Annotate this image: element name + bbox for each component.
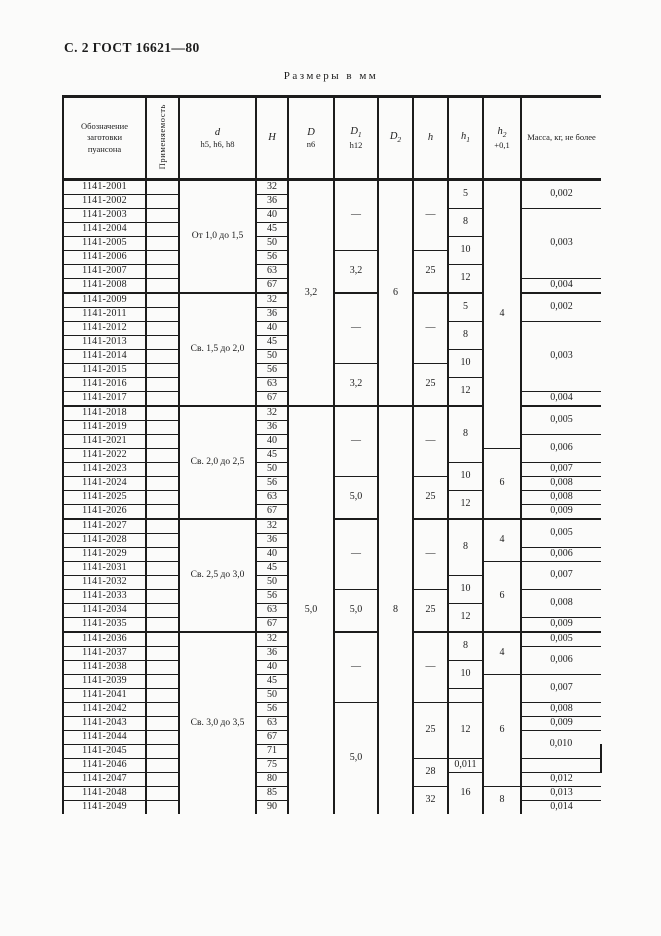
cell-H: 36 [256, 647, 288, 661]
header-h2 [483, 97, 521, 180]
cell-h1: 5 [448, 293, 483, 322]
cell-H: 36 [256, 534, 288, 548]
cell-H: 32 [256, 293, 288, 308]
cell-H: 32 [256, 632, 288, 647]
applicability-cell [146, 477, 179, 491]
cell-D1: 3,2 [334, 251, 378, 294]
cell-h2: 6 [483, 449, 521, 520]
cell-h: 32 [413, 787, 448, 815]
designation-cell: 1141-2008 [63, 279, 146, 294]
cell-m: 0,009 [521, 717, 601, 731]
applicability-cell [146, 392, 179, 407]
applicability-cell [146, 505, 179, 520]
cell-h2: 8 [483, 787, 521, 815]
cell-H: 45 [256, 675, 288, 689]
applicability-cell [146, 689, 179, 703]
cell-H: 63 [256, 491, 288, 505]
cell-H: 63 [256, 265, 288, 279]
cell-m: 0,008 [521, 491, 601, 505]
header-symbol: $h_1$ [461, 131, 470, 145]
cell-h1: 8 [448, 406, 483, 463]
cell-H: 56 [256, 477, 288, 491]
cell-H: 85 [256, 787, 288, 801]
cell-m: 0,007 [521, 463, 601, 477]
cell-H: 40 [256, 548, 288, 562]
applicability-cell [146, 308, 179, 322]
designation-cell: 1141-2048 [63, 787, 146, 801]
d-range-cell: Св. 3,0 до 3,5 [179, 632, 256, 814]
cell-m: 0,004 [521, 392, 601, 407]
cell-H: 45 [256, 223, 288, 237]
applicability-cell [146, 675, 179, 689]
applicability-cell [146, 661, 179, 675]
cell-D1: 5,0 [334, 703, 378, 815]
cell-m: 0,009 [521, 618, 601, 633]
cell-h: 25 [413, 703, 448, 759]
cell-m: 0,014 [521, 801, 601, 815]
cell-H: 36 [256, 421, 288, 435]
cell-m: 0,013 [521, 787, 601, 801]
cell-H: 80 [256, 773, 288, 787]
applicability-cell [146, 463, 179, 477]
cell-h1: 5 [448, 180, 483, 209]
cell-H: 50 [256, 350, 288, 364]
cell-h1: 10 [448, 463, 483, 491]
applicability-cell [146, 406, 179, 421]
designation-cell: 1141-2029 [63, 548, 146, 562]
designation-cell: 1141-2004 [63, 223, 146, 237]
applicability-cell [146, 293, 179, 308]
cell-H: 36 [256, 308, 288, 322]
dimensions-table [62, 95, 602, 814]
cell-D: 5,0 [288, 406, 334, 814]
cell-h: — [413, 632, 448, 703]
designation-cell: 1141-2019 [63, 421, 146, 435]
applicability-cell [146, 632, 179, 647]
applicability-cell [146, 364, 179, 378]
applicability-cell [146, 519, 179, 534]
designation-cell: 1141-2013 [63, 336, 146, 350]
cell-H: 50 [256, 576, 288, 590]
cell-h2: 6 [483, 562, 521, 633]
designation-cell: 1141-2035 [63, 618, 146, 633]
designation-cell: 1141-2046 [63, 759, 146, 773]
cell-H: 32 [256, 406, 288, 421]
designation-cell: 1141-2047 [63, 773, 146, 787]
designation-cell: 1141-2026 [63, 505, 146, 520]
designation-cell: 1141-2011 [63, 308, 146, 322]
designation-cell: 1141-2005 [63, 237, 146, 251]
applicability-cell [146, 336, 179, 350]
cell-m: 0,007 [521, 675, 601, 703]
header-D [288, 97, 334, 180]
designation-cell: 1141-2032 [63, 576, 146, 590]
size-note-label: Размеры в мм [283, 70, 379, 82]
applicability-cell [146, 180, 179, 195]
designation-cell: 1141-2015 [63, 364, 146, 378]
applicability-cell [146, 534, 179, 548]
header-D1 [334, 97, 378, 180]
cell-m: 0,006 [521, 647, 601, 675]
cell-m: 0,005 [521, 632, 601, 647]
cell-H: 56 [256, 364, 288, 378]
applicability-cell [146, 421, 179, 435]
header-tolerance: n6 [306, 138, 316, 149]
cell-m: 0,006 [521, 435, 601, 463]
header-symbol: $h_2$ [497, 126, 507, 140]
cell-H: 67 [256, 505, 288, 520]
cell-D1: 3,2 [334, 364, 378, 407]
applicability-cell [146, 491, 179, 505]
cell-h2: 4 [483, 519, 521, 562]
applicability-cell [146, 745, 179, 759]
designation-cell: 1141-2025 [63, 491, 146, 505]
cell-D1: — [334, 406, 378, 477]
applicability-cell [146, 223, 179, 237]
cell-h: — [413, 293, 448, 364]
header-symbol: h [427, 132, 434, 144]
cell-m: 0,012 [521, 773, 601, 787]
designation-cell: 1141-2033 [63, 590, 146, 604]
designation-cell: 1141-2003 [63, 209, 146, 223]
cell-H: 75 [256, 759, 288, 773]
header-vertical-label: Применяемость [156, 103, 167, 169]
header-tolerance: h5, h6, h8 [200, 138, 235, 149]
designation-cell: 1141-2043 [63, 717, 146, 731]
header-designation: Обозначение заготовки пуансона [63, 97, 146, 180]
cell-h1: 10 [448, 350, 483, 378]
cell-m: 0,002 [521, 293, 601, 322]
cell-h1: 8 [448, 632, 483, 661]
designation-cell: 1141-2014 [63, 350, 146, 364]
designation-cell: 1141-2006 [63, 251, 146, 265]
applicability-cell [146, 759, 179, 773]
header-symbol: $D_2$ [389, 131, 402, 145]
applicability-cell [146, 251, 179, 265]
page-title: С. 2 ГОСТ 16621—80 [64, 40, 200, 55]
cell-m: 0,005 [521, 406, 601, 435]
applicability-cell [146, 703, 179, 717]
designation-cell: 1141-2027 [63, 519, 146, 534]
cell-h1: 10 [448, 237, 483, 265]
designation-cell: 1141-2045 [63, 745, 146, 759]
cell-H: 50 [256, 689, 288, 703]
cell-h1: 12 [448, 378, 483, 407]
cell-H: 40 [256, 661, 288, 675]
applicability-cell [146, 322, 179, 336]
cell-m: 0,003 [521, 322, 601, 392]
cell-h1: 12 [448, 703, 483, 759]
cell-H: 71 [256, 745, 288, 759]
cell-H: 56 [256, 251, 288, 265]
cell-h2: 6 [483, 675, 521, 787]
designation-cell: 1141-2042 [63, 703, 146, 717]
designation-cell: 1141-2001 [63, 180, 146, 195]
cell-D2: 8 [378, 406, 413, 814]
designation-cell: 1141-2031 [63, 562, 146, 576]
applicability-cell [146, 279, 179, 294]
designation-cell: 1141-2028 [63, 534, 146, 548]
cell-H: 63 [256, 717, 288, 731]
applicability-cell [146, 350, 179, 364]
designation-cell: 1141-2041 [63, 689, 146, 703]
cell-H: 67 [256, 731, 288, 745]
d-range-cell: От 1,0 до 1,5 [179, 180, 256, 294]
applicability-cell [146, 773, 179, 787]
cell-H: 50 [256, 237, 288, 251]
cell-h1: 8 [448, 519, 483, 576]
cell-m: 0,005 [521, 519, 601, 548]
designation-cell: 1141-2002 [63, 195, 146, 209]
cell-H: 40 [256, 209, 288, 223]
designation-cell: 1141-2044 [63, 731, 146, 745]
header-H [256, 97, 288, 180]
applicability-cell [146, 435, 179, 449]
cell-D: 3,2 [288, 180, 334, 407]
designation-cell: 1141-2018 [63, 406, 146, 421]
cell-H: 45 [256, 449, 288, 463]
cell-h: 25 [413, 590, 448, 633]
header-h1 [448, 97, 483, 180]
cell-H: 40 [256, 322, 288, 336]
designation-cell: 1141-2036 [63, 632, 146, 647]
cell-D1: — [334, 632, 378, 703]
cell-m: 0,011 [448, 759, 483, 773]
designation-cell: 1141-2017 [63, 392, 146, 407]
cell-m: 0,003 [521, 209, 601, 279]
cell-m: 0,006 [521, 548, 601, 562]
applicability-cell [146, 195, 179, 209]
cell-H: 67 [256, 392, 288, 407]
cell-H: 45 [256, 336, 288, 350]
cell-h1: 16 [448, 773, 483, 815]
cell-H: 63 [256, 378, 288, 392]
applicability-cell [146, 576, 179, 590]
cell-D1: 5,0 [334, 590, 378, 633]
designation-cell: 1141-2012 [63, 322, 146, 336]
d-range-cell: Св. 2,5 до 3,0 [179, 519, 256, 632]
header-tolerance: h12 [349, 139, 363, 150]
designation-cell: 1141-2037 [63, 647, 146, 661]
cell-m: 0,002 [521, 180, 601, 209]
cell-H: 63 [256, 604, 288, 618]
header-tolerance: +0,1 [494, 139, 510, 150]
cell-h: — [413, 406, 448, 477]
cell-h: 25 [413, 477, 448, 520]
cell-H: 32 [256, 519, 288, 534]
designation-cell: 1141-2039 [63, 675, 146, 689]
header-D2 [378, 97, 413, 180]
cell-h: 28 [413, 759, 448, 787]
cell-H: 32 [256, 180, 288, 195]
designation-cell: 1141-2022 [63, 449, 146, 463]
applicability-cell [146, 801, 179, 815]
cell-D2: 6 [378, 180, 413, 407]
applicability-cell [146, 590, 179, 604]
applicability-cell [146, 265, 179, 279]
header-symbol: d [214, 127, 221, 139]
d-range-cell: Св. 2,0 до 2,5 [179, 406, 256, 519]
d-range-cell: Св. 1,5 до 2,0 [179, 293, 256, 406]
designation-cell: 1141-2049 [63, 801, 146, 815]
cell-H: 40 [256, 435, 288, 449]
cell-H: 36 [256, 195, 288, 209]
applicability-cell [146, 717, 179, 731]
cell-m: 0,008 [521, 477, 601, 491]
designation-cell: 1141-2016 [63, 378, 146, 392]
cell-h2: 4 [483, 632, 521, 675]
cell-m: 0,007 [521, 562, 601, 590]
header-m: Масса, кг, не более [521, 97, 601, 180]
cell-h: 25 [413, 364, 448, 407]
cell-h: — [413, 180, 448, 251]
cell-m: 0,008 [521, 703, 601, 717]
designation-cell: 1141-2038 [63, 661, 146, 675]
header-d [179, 97, 256, 180]
designation-cell: 1141-2021 [63, 435, 146, 449]
cell-h1: 10 [448, 576, 483, 604]
applicability-cell [146, 604, 179, 618]
designation-cell: 1141-2024 [63, 477, 146, 491]
header-symbol: $D_1$ [350, 126, 362, 140]
applicability-cell [146, 787, 179, 801]
header-symbol: H [268, 132, 276, 144]
header-symbol: D [307, 127, 315, 139]
cell-h: 25 [413, 251, 448, 294]
cell-m: 0,008 [521, 590, 601, 618]
cell-H: 56 [256, 590, 288, 604]
applicability-cell [146, 209, 179, 223]
cell-H: 67 [256, 279, 288, 294]
cell-H: 56 [256, 703, 288, 717]
cell-H: 45 [256, 562, 288, 576]
header-applicability [146, 97, 179, 180]
cell-m: 0,009 [521, 505, 601, 520]
applicability-cell [146, 548, 179, 562]
applicability-cell [146, 449, 179, 463]
applicability-cell [146, 378, 179, 392]
cell-m: 0,010 [521, 731, 601, 759]
applicability-cell [146, 618, 179, 633]
designation-cell: 1141-2023 [63, 463, 146, 477]
applicability-cell [146, 731, 179, 745]
cell-h1: 12 [448, 491, 483, 520]
cell-h1: 12 [448, 265, 483, 294]
cell-H: 50 [256, 463, 288, 477]
applicability-cell [146, 562, 179, 576]
cell-H: 67 [256, 618, 288, 633]
cell-D1: — [334, 180, 378, 251]
designation-cell: 1141-2007 [63, 265, 146, 279]
designation-cell: 1141-2034 [63, 604, 146, 618]
cell-D1: 5,0 [334, 477, 378, 520]
applicability-cell [146, 647, 179, 661]
cell-h: — [413, 519, 448, 590]
cell-h2: 4 [483, 180, 521, 449]
cell-h1: 8 [448, 322, 483, 350]
designation-cell: 1141-2009 [63, 293, 146, 308]
header-h [413, 97, 448, 180]
cell-D1: — [334, 293, 378, 364]
cell-h1: 12 [448, 604, 483, 633]
cell-h1: 10 [448, 661, 483, 689]
cell-h1: 8 [448, 209, 483, 237]
applicability-cell [146, 237, 179, 251]
cell-H: 90 [256, 801, 288, 815]
cell-D1: — [334, 519, 378, 590]
cell-m: 0,004 [521, 279, 601, 294]
